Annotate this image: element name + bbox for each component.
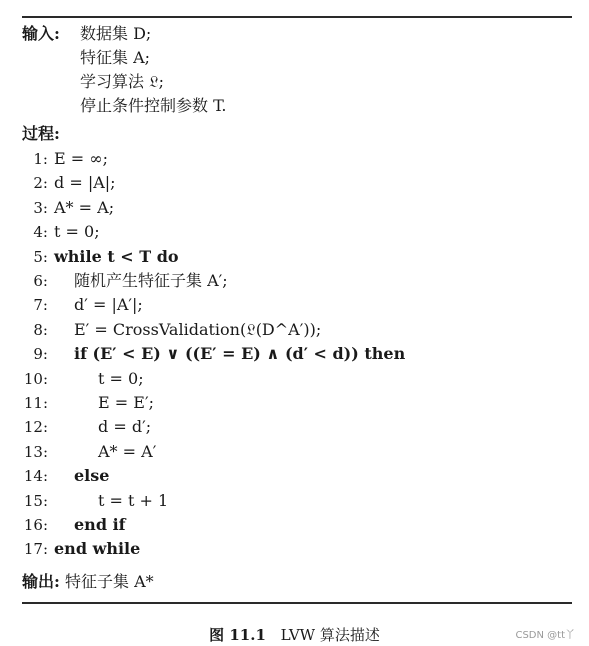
line-number: 6: bbox=[33, 272, 48, 290]
bottom-rule bbox=[22, 602, 572, 604]
line-number: 8: bbox=[33, 320, 48, 339]
process-label: 过程: bbox=[22, 124, 60, 143]
code-line bbox=[22, 440, 572, 464]
code-text: E = ∞; bbox=[54, 149, 108, 168]
code-text: A* = A′ bbox=[98, 441, 157, 461]
line-number: 14: bbox=[23, 467, 48, 486]
code-line bbox=[22, 147, 572, 171]
line-number: 12: bbox=[23, 418, 48, 437]
code-text: t = t + 1 bbox=[98, 490, 169, 510]
output-label: 输出: bbox=[22, 572, 60, 591]
input-line bbox=[22, 22, 152, 46]
code-line bbox=[22, 342, 572, 366]
input-label: 输入: bbox=[22, 24, 60, 43]
line-number: 3: bbox=[33, 198, 48, 217]
input-item-dataset: 数据集 D; bbox=[80, 24, 152, 43]
code-text: t = 0; bbox=[54, 222, 100, 242]
code-line bbox=[22, 196, 572, 220]
code-line bbox=[22, 269, 572, 293]
code-text: E = E′; bbox=[98, 393, 154, 412]
line-number: 7: bbox=[33, 296, 48, 315]
code-line bbox=[22, 464, 572, 488]
code-line bbox=[22, 513, 572, 537]
code-text: t = 0; bbox=[98, 368, 144, 388]
line-number: 2: bbox=[33, 174, 48, 193]
code-text: end while bbox=[54, 539, 141, 559]
code-text: d = d′; bbox=[98, 417, 152, 437]
input-item-learner: 学习算法 𝔏; bbox=[80, 72, 164, 91]
code-line bbox=[22, 171, 572, 195]
output-line bbox=[22, 570, 154, 594]
figure-caption bbox=[0, 624, 589, 645]
line-number: 9: bbox=[33, 345, 48, 364]
input-item-stop-param: 停止条件控制参数 T. bbox=[80, 96, 227, 115]
line-number: 13: bbox=[23, 442, 48, 461]
line-number: 11: bbox=[23, 394, 48, 412]
output-text: 特征子集 A* bbox=[65, 572, 154, 591]
line-number: 16: bbox=[23, 516, 48, 534]
line-number: 4: bbox=[33, 223, 48, 242]
figure-caption-label: 图 11.1 bbox=[209, 626, 266, 644]
code-line bbox=[22, 415, 572, 439]
code-line bbox=[22, 245, 572, 269]
code-text: d′ = |A′|; bbox=[74, 295, 143, 315]
line-number: 17: bbox=[23, 540, 48, 559]
line-number: 5: bbox=[33, 247, 48, 266]
watermark: CSDN @tt丫 bbox=[515, 630, 575, 641]
code-line bbox=[22, 391, 572, 415]
code-line bbox=[22, 220, 572, 244]
code-text: A* = A; bbox=[54, 197, 115, 217]
figure-caption-text: LVW 算法描述 bbox=[280, 626, 380, 644]
code-line bbox=[22, 537, 572, 561]
input-item-featureset: 特征集 A; bbox=[80, 48, 151, 67]
code-text: 随机产生特征子集 A′; bbox=[74, 271, 228, 290]
line-number: 1: bbox=[33, 150, 48, 168]
code-text: else bbox=[74, 466, 110, 486]
line-number: 10: bbox=[23, 369, 48, 388]
code-line bbox=[22, 318, 572, 342]
line-number: 15: bbox=[23, 491, 48, 510]
code-text: while t < T do bbox=[54, 246, 179, 266]
top-rule bbox=[22, 16, 572, 18]
code-line bbox=[22, 293, 572, 317]
code-line bbox=[22, 367, 572, 391]
code-text: d = |A|; bbox=[54, 173, 116, 193]
code-text: E′ = CrossValidation(𝔏(D^A′)); bbox=[74, 319, 322, 339]
code-text: end if bbox=[74, 515, 126, 534]
code-line bbox=[22, 489, 572, 513]
code-text: if (E′ < E) ∨ ((E′ = E) ∧ (d′ < d)) then bbox=[74, 344, 406, 364]
